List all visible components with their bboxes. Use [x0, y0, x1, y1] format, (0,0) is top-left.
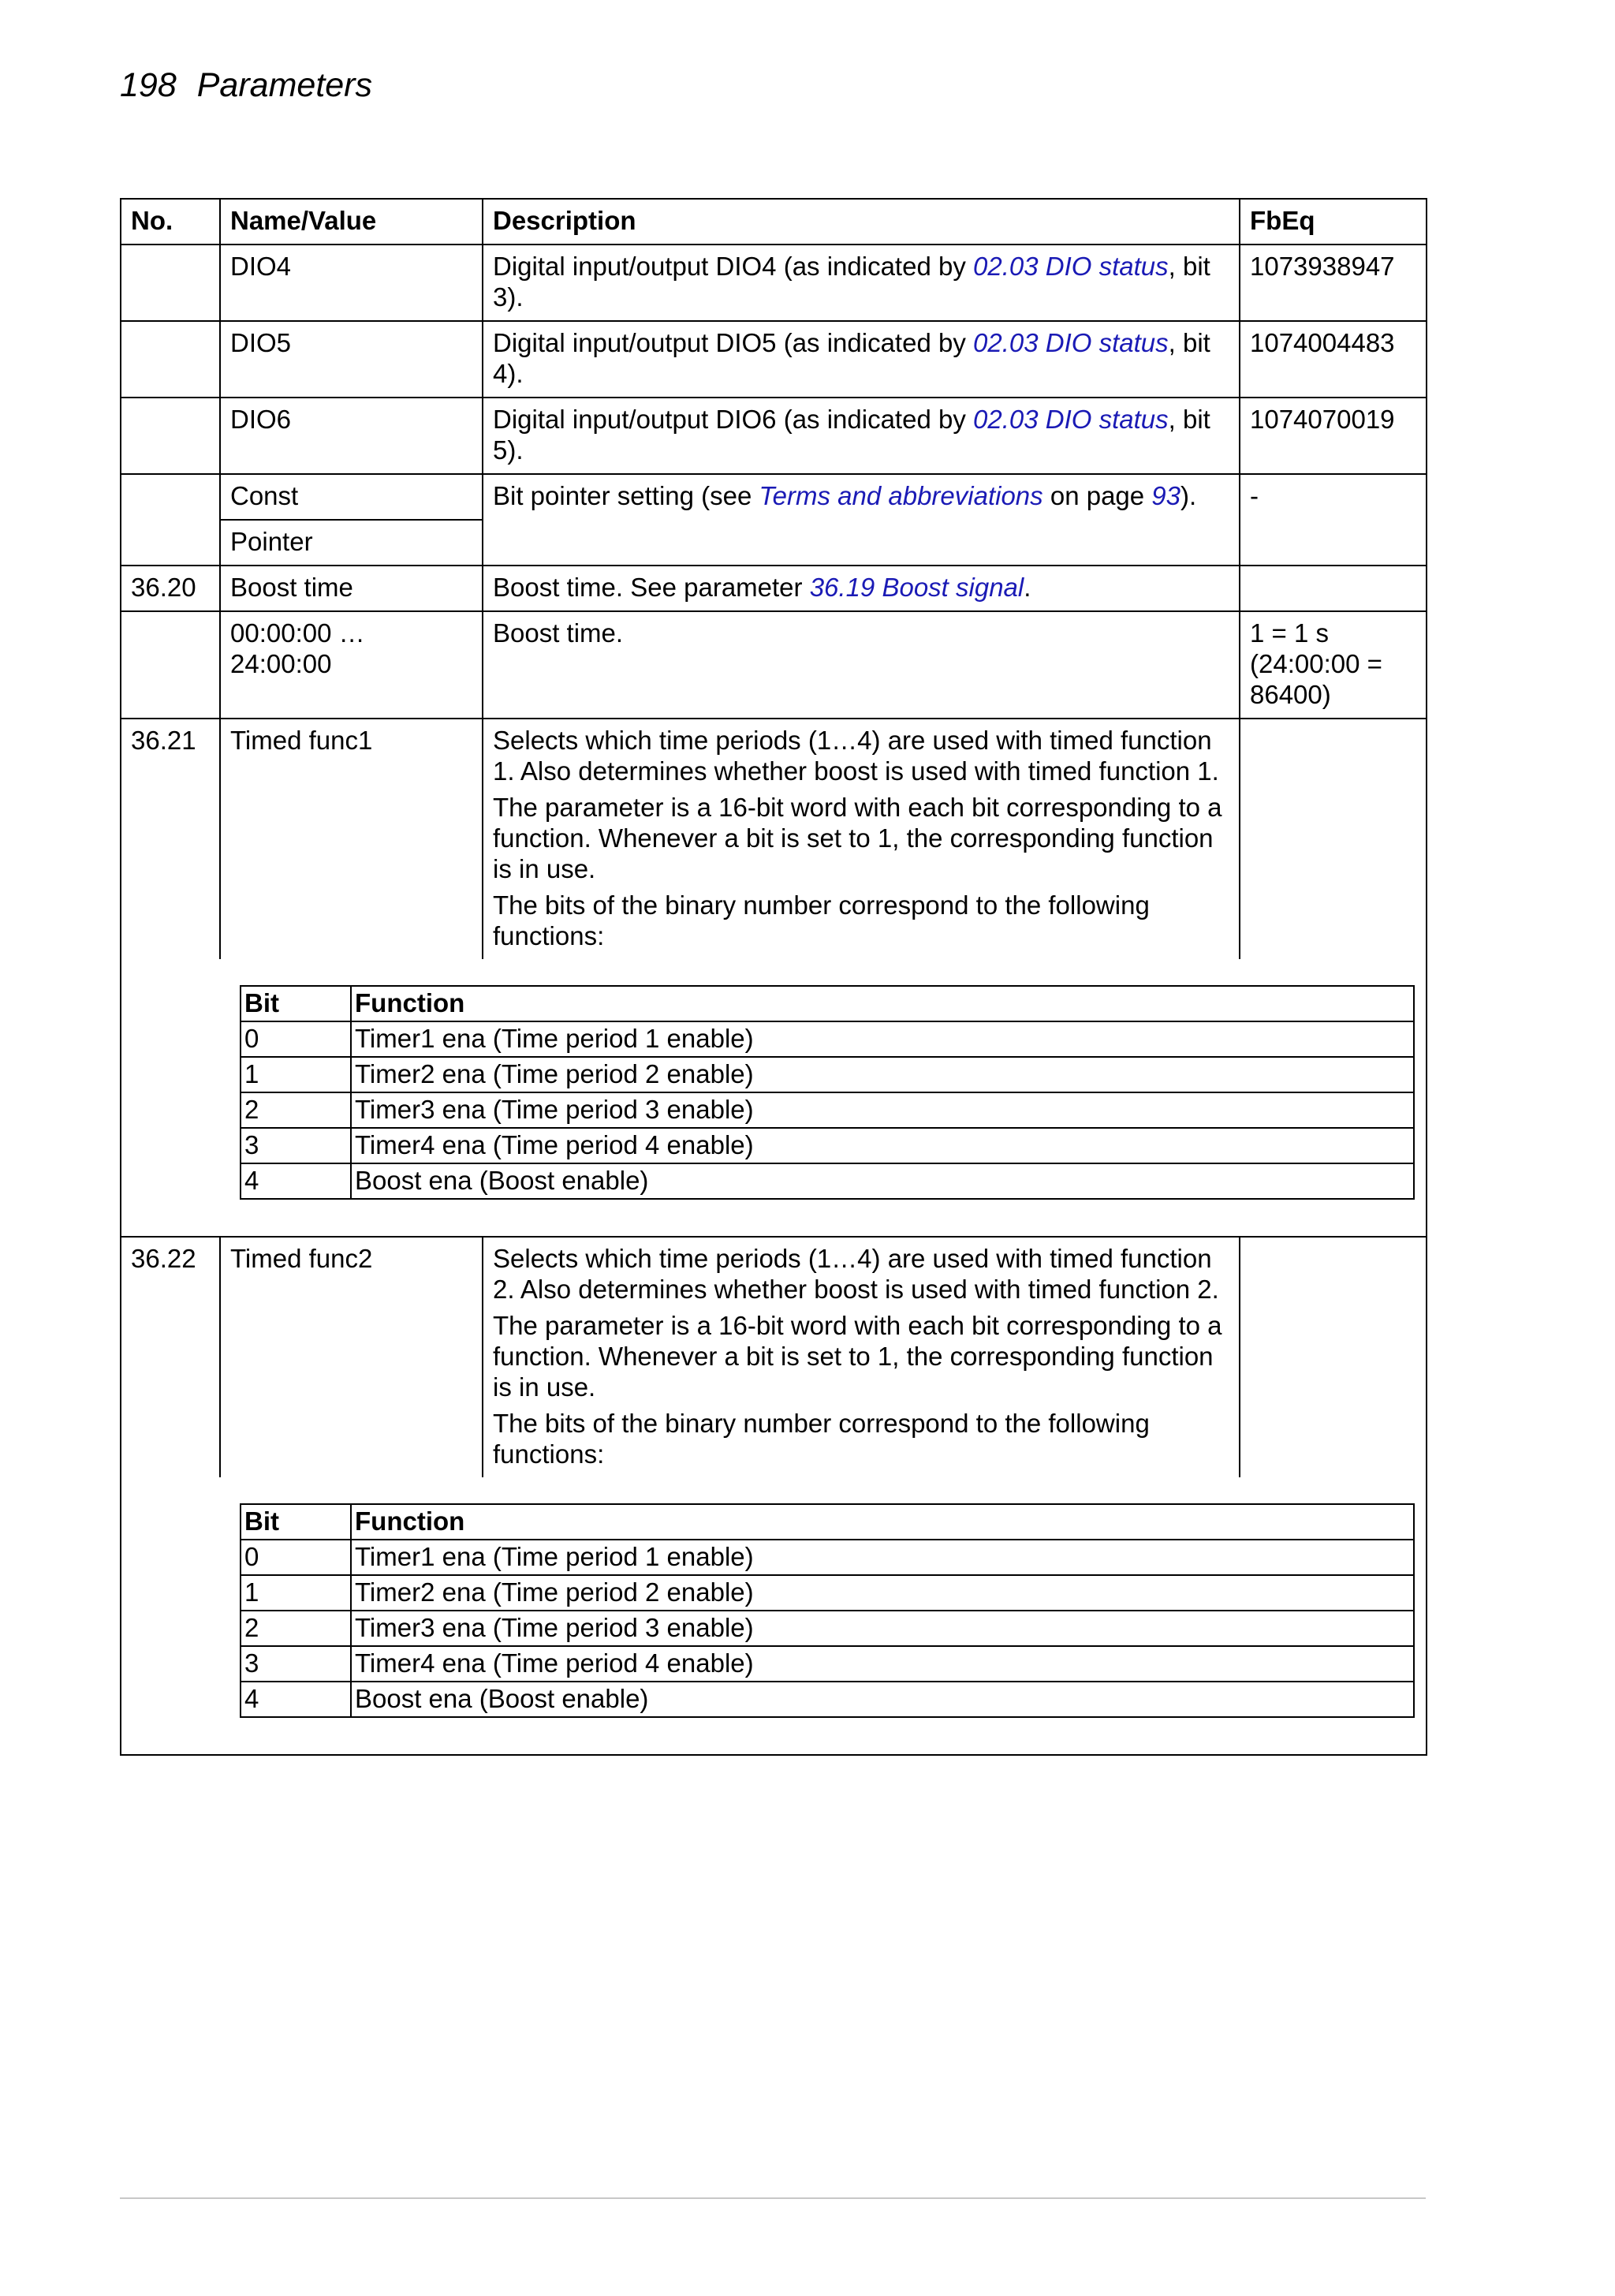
bit-row [241, 1128, 1414, 1163]
page-link[interactable]: 93 [1151, 481, 1181, 510]
function-cell: Timer4 ena (Time period 4 enable) [351, 1128, 1414, 1163]
desc-text: Digital input/output DIO6 (as indicated by [493, 405, 974, 434]
bit-cell: 4 [241, 1163, 351, 1199]
bit-cell: 0 [241, 1540, 351, 1575]
desc-text: , bit 4). [493, 328, 1210, 388]
cell-no [121, 398, 220, 474]
cell-fbeq: 1074070019 [1240, 398, 1427, 474]
cell-description [483, 719, 1240, 959]
desc-paragraph: The parameter is a 16-bit word with each bit corresponding to a function. Whenever a bit is set to 1, the corresponding function is in use. [493, 1311, 1222, 1402]
desc-text: Digital input/output DIO4 (as indicated by [493, 252, 974, 281]
function-cell: Timer1 ena (Time period 1 enable) [351, 1021, 1414, 1057]
cell-name: Boost time [220, 566, 483, 611]
table-row-bit-table-1 [121, 959, 1427, 1237]
function-cell: Timer2 ena (Time period 2 enable) [351, 1057, 1414, 1092]
table-row-dio5 [121, 321, 1427, 398]
parameter-table [120, 198, 1427, 1756]
table-row-dio6 [121, 398, 1427, 474]
cell-name: 00:00:00 … 24:00:00 [220, 611, 483, 719]
dio-status-link[interactable]: 02.03 DIO status [973, 405, 1169, 434]
desc-text: , bit 3). [493, 252, 1210, 312]
table-row-timed-func1 [121, 719, 1427, 959]
col-header-name: Name/Value [220, 199, 483, 245]
function-col-header: Function [351, 986, 1414, 1021]
cell-description [483, 398, 1240, 474]
page-header [120, 66, 372, 105]
cell-name: Const [220, 474, 483, 520]
desc-text: on page [1042, 481, 1152, 510]
bit-cell: 1 [241, 1057, 351, 1092]
cell-fbeq [1240, 1237, 1427, 1477]
cell-no [121, 321, 220, 398]
cell-description [483, 321, 1240, 398]
bit-row [241, 1092, 1414, 1128]
function-cell: Boost ena (Boost enable) [351, 1163, 1414, 1199]
function-cell: Timer3 ena (Time period 3 enable) [351, 1611, 1414, 1646]
bit-function-table [240, 1503, 1415, 1718]
section-title: Parameters [196, 66, 372, 104]
cell-no [121, 474, 220, 566]
col-header-fbeq: FbEq [1240, 199, 1427, 245]
function-cell: Timer1 ena (Time period 1 enable) [351, 1540, 1414, 1575]
cell-description [483, 1237, 1240, 1477]
desc-text: ). [1180, 481, 1197, 510]
cell-fbeq: 1073938947 [1240, 245, 1427, 321]
dio-status-link[interactable]: 02.03 DIO status [973, 328, 1169, 357]
cell-no: 36.20 [121, 566, 220, 611]
desc-text: Digital input/output DIO5 (as indicated by [493, 328, 974, 357]
bit-row [241, 1163, 1414, 1199]
cell-fbeq: 1 = 1 s (24:00:00 = 86400) [1240, 611, 1427, 719]
bit-row [241, 1575, 1414, 1611]
function-cell: Timer4 ena (Time period 4 enable) [351, 1646, 1414, 1682]
desc-paragraph: Selects which time periods (1…4) are used with timed function 1. Also determines whether boost is used with timed function 1. [493, 726, 1219, 786]
bit-table-container [121, 959, 1427, 1237]
bit-function-table [240, 985, 1415, 1200]
bit-cell: 1 [241, 1575, 351, 1611]
bit-cell: 0 [241, 1021, 351, 1057]
cell-name: Pointer [220, 520, 483, 566]
bit-row [241, 1611, 1414, 1646]
desc-paragraph: The bits of the binary number correspond to the following functions: [493, 890, 1150, 950]
table-row-boost-range [121, 611, 1427, 719]
bit-cell: 3 [241, 1646, 351, 1682]
bit-table-header [241, 1504, 1414, 1540]
bit-col-header: Bit [241, 1504, 351, 1540]
cell-name: Timed func2 [220, 1237, 483, 1477]
desc-text: Bit pointer setting (see [493, 481, 759, 510]
table-header-row [121, 199, 1427, 245]
function-cell: Timer2 ena (Time period 2 enable) [351, 1575, 1414, 1611]
desc-paragraph: Selects which time periods (1…4) are used with timed function 2. Also determines whether boost is used with timed function 2. [493, 1244, 1219, 1304]
desc-paragraph: The bits of the binary number correspond to the following functions: [493, 1409, 1150, 1469]
footer-divider [120, 2197, 1426, 2199]
bit-cell: 2 [241, 1611, 351, 1646]
cell-fbeq: 1074004483 [1240, 321, 1427, 398]
cell-name: DIO6 [220, 398, 483, 474]
cell-description [483, 474, 1240, 566]
cell-fbeq [1240, 566, 1427, 611]
cell-fbeq [1240, 719, 1427, 959]
cell-no [121, 245, 220, 321]
desc-paragraph: The parameter is a 16-bit word with each bit corresponding to a function. Whenever a bit is set to 1, the corresponding function is in use. [493, 793, 1222, 883]
bit-row [241, 1682, 1414, 1717]
cell-name: DIO4 [220, 245, 483, 321]
bit-row [241, 1021, 1414, 1057]
terms-link[interactable]: Terms and abbreviations [759, 481, 1043, 510]
cell-name: DIO5 [220, 321, 483, 398]
cell-description [483, 566, 1240, 611]
desc-text: , bit 5). [493, 405, 1210, 465]
table-row-timed-func2 [121, 1237, 1427, 1477]
function-cell: Timer3 ena (Time period 3 enable) [351, 1092, 1414, 1128]
bit-table-container [121, 1477, 1427, 1755]
cell-description: Boost time. [483, 611, 1240, 719]
function-col-header: Function [351, 1504, 1414, 1540]
bit-col-header: Bit [241, 986, 351, 1021]
cell-no [121, 611, 220, 719]
cell-description [483, 245, 1240, 321]
bit-row [241, 1540, 1414, 1575]
table-row-boost-time [121, 566, 1427, 611]
desc-text: . [1024, 573, 1031, 602]
col-header-no: No. [121, 199, 220, 245]
cell-no: 36.21 [121, 719, 220, 959]
bit-cell: 2 [241, 1092, 351, 1128]
cell-fbeq: - [1240, 474, 1427, 566]
cell-name: Timed func1 [220, 719, 483, 959]
bit-row [241, 1646, 1414, 1682]
dio-status-link[interactable]: 02.03 DIO status [973, 252, 1169, 281]
table-row-dio4 [121, 245, 1427, 321]
cell-no: 36.22 [121, 1237, 220, 1477]
desc-text: Boost time. See parameter [493, 573, 810, 602]
col-header-description: Description [483, 199, 1240, 245]
bit-cell: 3 [241, 1128, 351, 1163]
boost-signal-link[interactable]: 36.19 Boost signal [809, 573, 1024, 602]
table-row-bit-table-2 [121, 1477, 1427, 1755]
function-cell: Boost ena (Boost enable) [351, 1682, 1414, 1717]
table-row-const [121, 474, 1427, 520]
bit-row [241, 1057, 1414, 1092]
bit-cell: 4 [241, 1682, 351, 1717]
bit-table-header [241, 986, 1414, 1021]
page-number: 198 [120, 66, 177, 104]
